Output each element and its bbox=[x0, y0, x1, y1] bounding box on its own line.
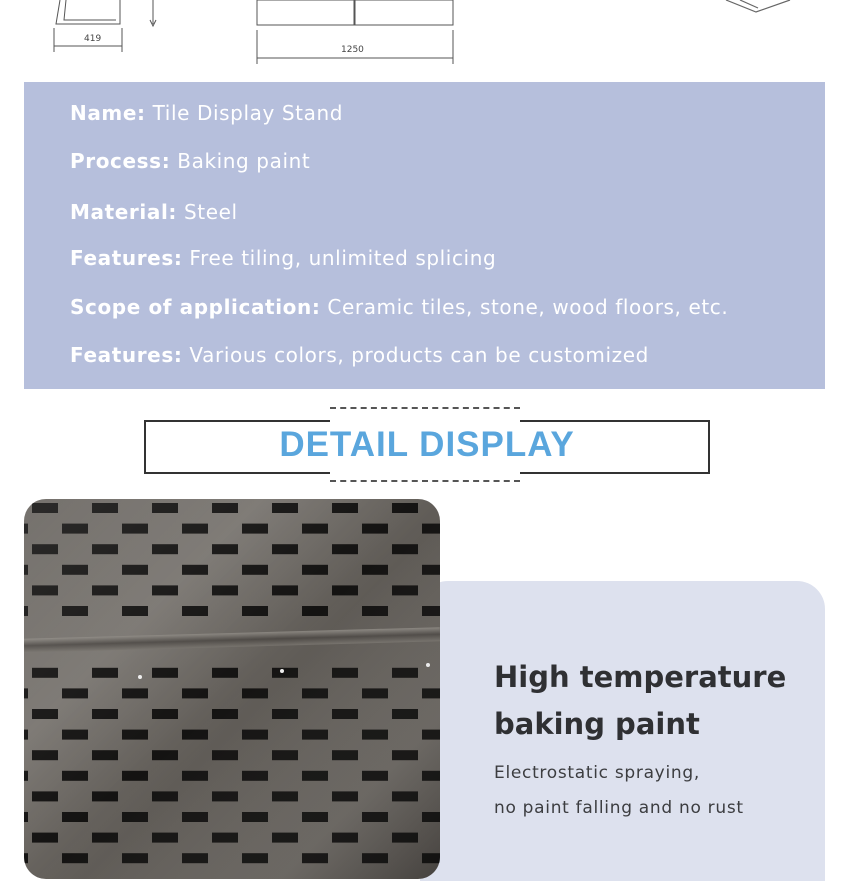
spec-key: Features: bbox=[70, 246, 183, 270]
spec-row-scope bbox=[70, 295, 728, 319]
detail-title-line-2: baking paint bbox=[494, 707, 700, 741]
spec-row-features bbox=[70, 246, 496, 270]
dimension-width-label: 1250 bbox=[341, 45, 364, 55]
spec-row-material bbox=[70, 200, 238, 224]
detail-desc-line-1: Electrostatic spraying, bbox=[494, 763, 700, 783]
detail-title-line-1: High temperature bbox=[494, 660, 787, 694]
detail-desc-line-2: no paint falling and no rust bbox=[494, 798, 744, 818]
spec-value: Baking paint bbox=[177, 149, 311, 173]
spec-key: Features: bbox=[70, 343, 183, 367]
spec-key: Material: bbox=[70, 200, 177, 224]
spec-row-process bbox=[70, 149, 310, 173]
spec-key: Name: bbox=[70, 101, 146, 125]
section-title: DETAIL DISPLAY bbox=[279, 425, 575, 464]
dimension-drawing bbox=[0, 0, 850, 80]
spec-row-name bbox=[70, 101, 343, 125]
spec-key: Scope of application: bbox=[70, 295, 321, 319]
spec-value: Free tiling, unlimited splicing bbox=[189, 246, 497, 270]
detail-description bbox=[494, 756, 814, 826]
spec-key: Process: bbox=[70, 149, 171, 173]
spec-value: Various colors, products can be customized bbox=[189, 343, 649, 367]
spec-panel bbox=[24, 82, 825, 389]
technical-drawings bbox=[0, 0, 850, 80]
spec-value: Tile Display Stand bbox=[152, 101, 344, 125]
heading-dashed-line-bottom bbox=[330, 480, 520, 482]
detail-title bbox=[494, 654, 814, 748]
spec-row-features-2 bbox=[70, 343, 649, 367]
pegboard-slots bbox=[24, 499, 440, 879]
spec-value: Steel bbox=[183, 200, 238, 224]
spec-value: Ceramic tiles, stone, wood floors, etc. bbox=[327, 295, 729, 319]
heading-dashed-line-top bbox=[330, 407, 520, 409]
dimension-depth-label: 419 bbox=[84, 34, 102, 44]
pegboard-photo bbox=[24, 499, 440, 879]
